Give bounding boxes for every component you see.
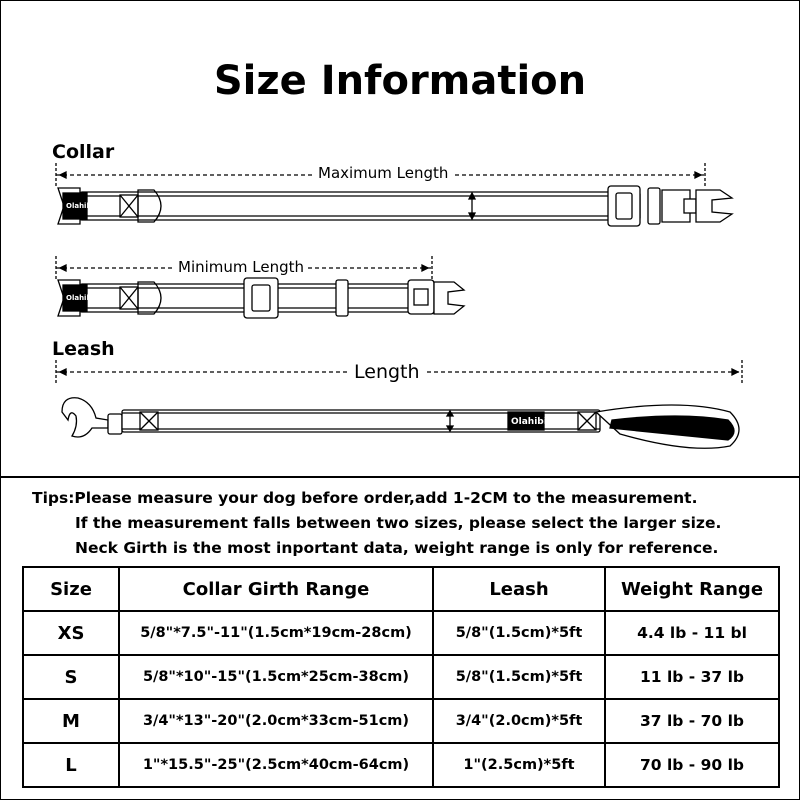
cell-leash: 1"(2.5cm)*5ft [433,743,605,787]
cell-size: L [23,743,119,787]
tip-line-1: Tips:Please measure your dog before order,add 1-2CM to the measurement. [32,489,698,507]
leash-label: Leash [52,338,115,360]
svg-text:Olahibi: Olahibi [511,417,547,427]
header-leash: Leash [433,567,605,611]
svg-text:Olahibi: Olahibi [66,294,94,302]
table-row [23,655,779,699]
tip-line-2: If the measurement falls between two sizes, please select the larger size. [75,514,722,532]
cell-leash: 5/8"(1.5cm)*5ft [433,655,605,699]
cell-size: XS [23,611,119,655]
header-size: Size [23,567,119,611]
section-divider [0,476,800,478]
header-collar-girth: Collar Girth Range [119,567,433,611]
cell-collar-girth: 5/8"*7.5"-11"(1.5cm*19cm-28cm) [119,611,433,655]
size-table [22,566,780,788]
min-length-label: Minimum Length [174,258,308,276]
cell-weight: 4.4 lb - 11 bl [605,611,779,655]
cell-size: M [23,699,119,743]
cell-collar-girth: 5/8"*10"-15"(1.5cm*25cm-38cm) [119,655,433,699]
cell-leash: 3/4"(2.0cm)*5ft [433,699,605,743]
cell-weight: 11 lb - 37 lb [605,655,779,699]
tips-block [32,486,721,561]
header-weight: Weight Range [605,567,779,611]
table-header-row [23,567,779,611]
max-length-label: Maximum Length [314,164,452,182]
length-label: Length [350,361,424,383]
tip-line-3: Neck Girth is the most inportant data, weight range is only for reference. [75,539,719,557]
cell-weight: 70 lb - 90 lb [605,743,779,787]
cell-collar-girth: 1"*15.5"-25"(2.5cm*40cm-64cm) [119,743,433,787]
table-row [23,699,779,743]
cell-collar-girth: 3/4"*13"-20"(2.0cm*33cm-51cm) [119,699,433,743]
table-row [23,743,779,787]
svg-text:Olahibi: Olahibi [66,202,94,210]
cell-leash: 5/8"(1.5cm)*5ft [433,611,605,655]
cell-size: S [23,655,119,699]
collar-label: Collar [52,141,115,163]
cell-weight: 37 lb - 70 lb [605,699,779,743]
page-title: Size Information [213,58,587,104]
table-row [23,611,779,655]
